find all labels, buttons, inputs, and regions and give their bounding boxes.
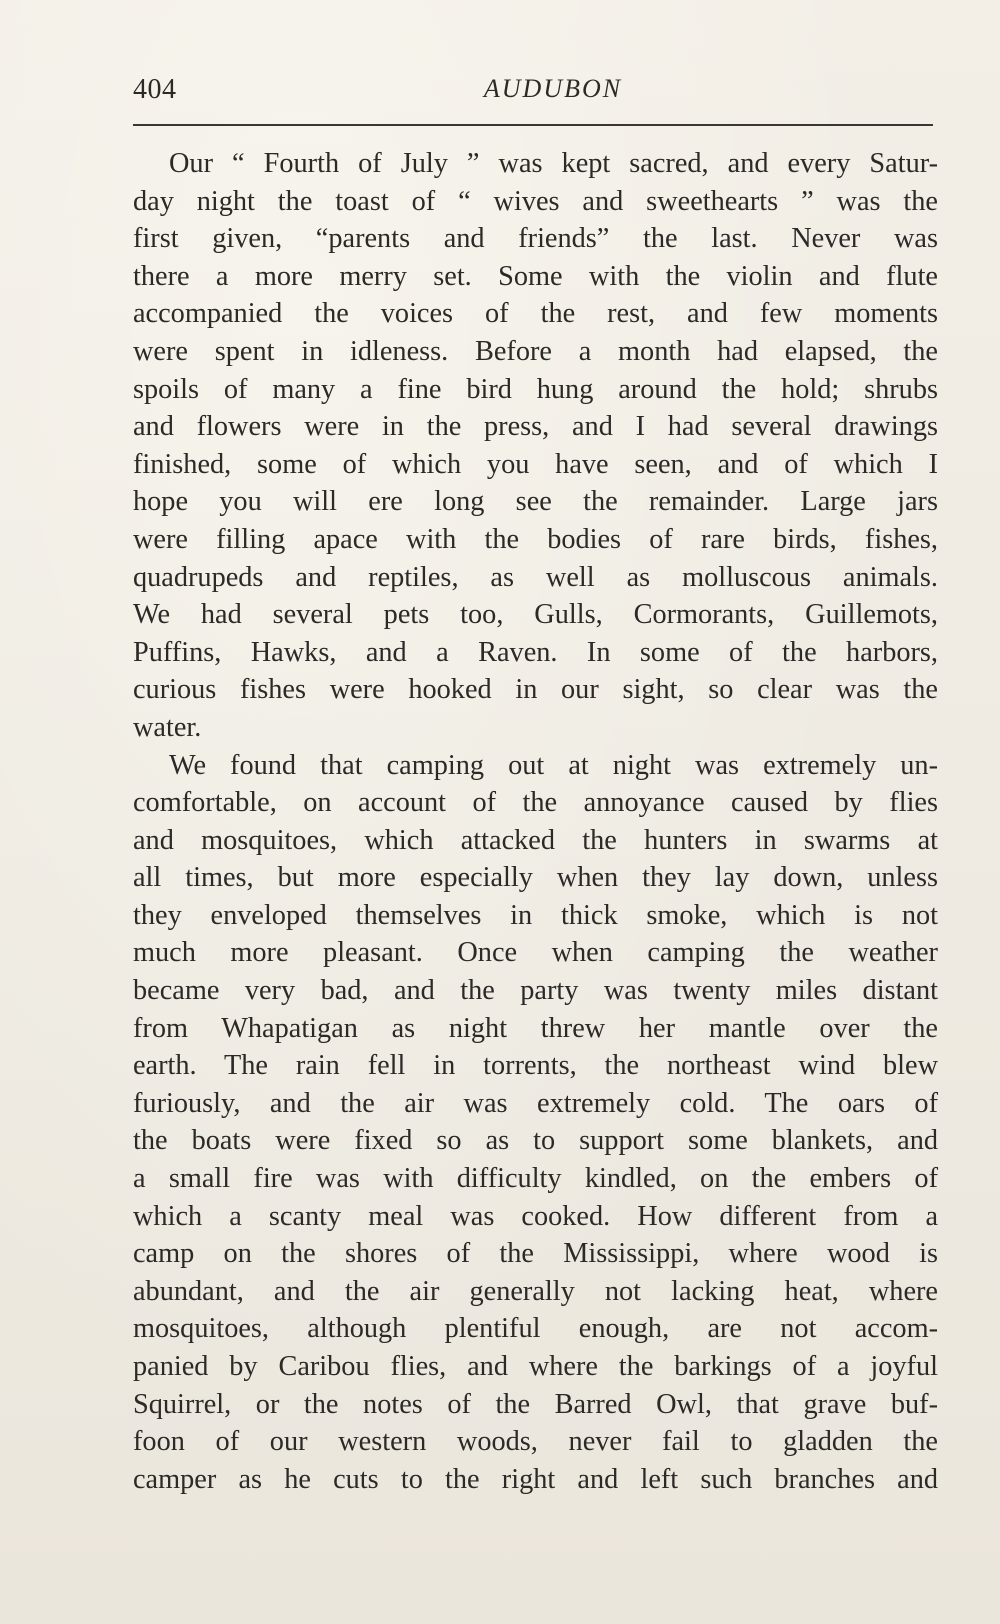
text-line: and flowers were in the press, and I had several drawings bbox=[133, 411, 938, 443]
paragraph-2 bbox=[133, 747, 938, 1499]
text-line: quadrupeds and reptiles, as well as molluscous animals. bbox=[133, 561, 938, 593]
text-line: there a more merry set. Some with the violin and flute bbox=[133, 260, 938, 292]
text-line: panied by Caribou flies, and where the barkings of a joyful bbox=[133, 1351, 938, 1382]
text-line: a small fire was with difficulty kindled, on the embers of bbox=[133, 1163, 938, 1195]
text-line: mosquitoes, although plentiful enough, are not accom- bbox=[133, 1313, 938, 1345]
header-rule bbox=[133, 124, 933, 126]
text-line: camp on the shores of the Mississippi, where wood is bbox=[133, 1238, 938, 1270]
text-line: We found that camping out at night was extremely un- bbox=[169, 749, 938, 781]
text-line: earth. The rain fell in torrents, the northeast wind blew bbox=[133, 1050, 938, 1082]
body-text bbox=[133, 145, 938, 1498]
text-line: were filling apace with the bodies of rare birds, fishes, bbox=[133, 523, 938, 555]
page-number: 404 bbox=[133, 74, 177, 105]
text-line: accompanied the voices of the rest, and few moments bbox=[133, 298, 938, 330]
text-line: comfortable, on account of the annoyance caused by flies bbox=[133, 787, 938, 819]
text-line: became very bad, and the party was twenty miles distant bbox=[133, 975, 938, 1007]
paragraph-1 bbox=[133, 145, 938, 747]
text-line: all times, but more especially when they lay down, unless bbox=[133, 862, 938, 894]
text-line: camper as he cuts to the right and left such branches and bbox=[133, 1463, 938, 1495]
text-line: much more pleasant. Once when camping the weather bbox=[133, 937, 938, 969]
text-line: curious fishes were hooked in our sight, so clear was the bbox=[133, 674, 938, 706]
text-line: finished, some of which you have seen, and of which I bbox=[133, 448, 938, 480]
text-line: they enveloped themselves in thick smoke, which is not bbox=[133, 899, 938, 931]
text-line: We had several pets too, Gulls, Cormorants, Guillemots, bbox=[133, 599, 938, 631]
text-line: and mosquitoes, which attacked the hunters in swarms at bbox=[133, 824, 938, 856]
text-line: Our “ Fourth of July ” was kept sacred, and every Satur- bbox=[169, 148, 938, 179]
text-line: first given, “parents and friends” the last. Never was bbox=[133, 223, 938, 255]
text-line: foon of our western woods, never fail to gladden the bbox=[133, 1426, 938, 1458]
text-line: spoils of many a fine bird hung around the hold; shrubs bbox=[133, 373, 938, 405]
text-line: the boats were fixed so as to support some blankets, and bbox=[133, 1125, 938, 1157]
running-head bbox=[133, 74, 943, 114]
text-line: abundant, and the air generally not lacking heat, where bbox=[133, 1275, 938, 1307]
text-line: day night the toast of “ wives and sweethearts ” was the bbox=[133, 185, 938, 217]
text-line: furiously, and the air was extremely cold. The oars of bbox=[133, 1087, 938, 1119]
text-line: were spent in idleness. Before a month had elapsed, the bbox=[133, 335, 938, 367]
text-line: hope you will ere long see the remainder. Large jars bbox=[133, 486, 938, 518]
running-title: AUDUBON bbox=[483, 74, 623, 103]
text-line: Squirrel, or the notes of the Barred Owl, that grave buf- bbox=[133, 1388, 938, 1420]
text-line: Puffins, Hawks, and a Raven. In some of the harbors, bbox=[133, 636, 938, 668]
text-line: which a scanty meal was cooked. How different from a bbox=[133, 1200, 938, 1232]
text-line: from Whapatigan as night threw her mantle over the bbox=[133, 1012, 938, 1044]
text-line: water. bbox=[133, 711, 202, 743]
